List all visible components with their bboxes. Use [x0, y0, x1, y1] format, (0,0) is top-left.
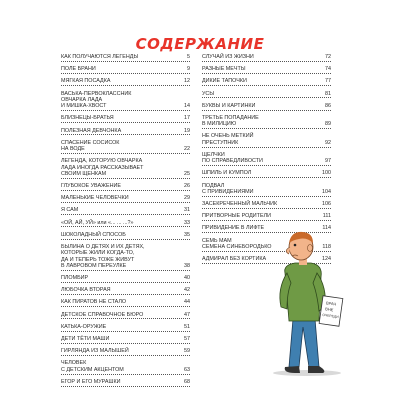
trousers — [289, 319, 319, 367]
toc-entry-title — [61, 348, 190, 354]
toc-entry-title-line: «ОЙ, АЙ, УЙ» или «... ... ...?» — [61, 219, 134, 226]
toc-entry-title-line: ПРИТВОРНЫЕ РОДИТЕЛИ — [202, 213, 271, 220]
toc-entry-title-line: ПОДВАЛ — [202, 182, 225, 189]
toc-entry-title-line: БУКВЫ И КАРТИНКИ — [202, 102, 256, 109]
contents-column-left — [61, 54, 190, 391]
toc-entry-title — [61, 232, 190, 238]
toc-entry — [202, 66, 331, 74]
toc-entry-title-line: СЕМЬ МАМ — [202, 237, 232, 244]
man-illustration — [255, 227, 355, 377]
toc-entry — [61, 78, 190, 86]
toc-entry-page: 81 — [325, 90, 331, 97]
toc-entry-page: 14 — [184, 103, 190, 110]
toc-entry-page: 74 — [325, 66, 331, 73]
toc-entry-page: 106 — [322, 201, 331, 208]
toc-entry — [202, 103, 331, 111]
toc-entry — [61, 158, 190, 178]
toc-entry-page: 114 — [322, 225, 331, 232]
toc-entry-page: 77 — [325, 78, 331, 85]
toc-entry-title-line: ПЛОМБИР — [61, 275, 89, 281]
toc-entry-title-line: ТРЕТЬЕ ПОПАДАНИЕ — [202, 114, 259, 121]
toc-entry-title-line: КАК ПОЛУЧАЮТСЯ ЛЕГЕНДЫ — [61, 54, 139, 60]
toc-entry — [202, 183, 331, 197]
toc-entry-title — [202, 103, 331, 109]
toc-entry-title — [61, 140, 190, 153]
toc-entry-title-line: СЛУЧАЙ ИЗ ЖИЗНИ — [202, 54, 254, 60]
toc-entry-title-line: ПРЕСТУПНИК — [202, 139, 239, 146]
toc-entry-title-line: С ПРИВИДЕНИЯМИ — [202, 188, 254, 195]
toc-entry-title-line: ПРИВИДЕНИЕ В ЛИФТЕ — [202, 225, 265, 232]
sign-line-3: ОЧЕРЕДИ — [322, 312, 339, 320]
toc-entry-page: 29 — [184, 195, 190, 202]
toc-entry — [202, 201, 331, 209]
toc-entry-title-line: ЛЕГЕНДА, КОТОРУЮ ОВЧАРКА — [61, 158, 143, 165]
toc-entry-page: 104 — [322, 188, 331, 195]
toc-entry — [61, 275, 190, 283]
toc-entry-page: 86 — [325, 102, 331, 109]
toc-entry-page: 42 — [184, 287, 190, 294]
toc-entry-page: 51 — [184, 323, 190, 330]
toc-entry-page: 97 — [325, 158, 331, 165]
toc-entry-title — [61, 324, 190, 330]
toc-entry — [202, 152, 331, 166]
toc-entry-title-line: Я САМ — [61, 207, 79, 214]
toc-entry — [61, 195, 190, 203]
toc-entry — [202, 213, 331, 221]
toc-entry — [202, 54, 331, 62]
toc-entry-title-line: КОТОРЫЕ ЖИЛИ КОГДА-ТО, — [61, 250, 135, 257]
toc-entry-page: 68 — [184, 378, 190, 385]
sign-line-2: ВНЕ — [324, 306, 334, 313]
toc-entry — [61, 379, 190, 387]
toc-entry-title-line: БЛИЗНЕЦЫ-БРАТЬЯ — [61, 115, 114, 122]
toc-entry-title-line: НА ВОДЕ — [61, 146, 85, 153]
toc-entry — [61, 54, 190, 62]
toc-entry-title-line: СЕМЕНА СИНЕБОРОДЬКО — [202, 243, 272, 250]
toc-entry-title — [61, 244, 190, 269]
toc-entry-title — [61, 379, 190, 385]
toc-entry-title-line: ВАСЬКА-ПЕРВОКЛАССНИК — [61, 90, 132, 97]
toc-entry — [61, 66, 190, 74]
toc-entry-title-line: КАТЬКА-ОРУЖИЕ — [61, 323, 107, 330]
toc-entry — [61, 244, 190, 271]
toc-entry — [202, 170, 331, 178]
toc-entry-title-line: МАЛЕНЬКИЕ ЧЕЛОВЕЧКИ — [61, 195, 129, 202]
toc-entry-title-line: БЫЛИНА О ДЕТЯХ И ИХ ДЕТЯХ, — [61, 243, 145, 250]
toc-entry-title — [61, 66, 190, 72]
toc-entry-page: 5 — [187, 54, 190, 60]
toc-entry-title-line: НЕ ОЧЕНЬ МЕТКИЙ — [202, 133, 254, 140]
toc-entry — [61, 312, 190, 320]
toc-entry-page: 19 — [184, 127, 190, 134]
toc-entry-title-line: ПОЛЕ БРАНИ — [61, 66, 96, 73]
toc-entry-page: 38 — [184, 262, 190, 269]
toc-entry-page: 17 — [184, 115, 190, 122]
toc-entry-title-line: С ДЕТСКИМ АКЦЕНТОМ — [61, 366, 124, 373]
toc-entry-page: 111 — [322, 213, 331, 220]
sign-card — [319, 296, 343, 327]
toc-entry-title — [202, 183, 331, 196]
toc-entry-title — [61, 312, 190, 318]
toc-entry-title — [202, 133, 331, 146]
toc-entry-title-line: ГЛУБОКОЕ УВАЖЕНИЕ — [61, 182, 121, 189]
toc-entry-title — [61, 115, 190, 121]
toc-entry-title-line: ПО СПРАВЕДЛИВОСТИ — [202, 158, 263, 165]
nose — [286, 247, 290, 254]
toc-entry-title — [202, 54, 331, 60]
toc-entry-title-line: И МИШКА-ХВОСТ — [61, 103, 107, 110]
toc-entry — [61, 299, 190, 307]
toc-entry — [61, 360, 190, 374]
toc-entry-title-line: СПАСЕНИЕ СОСИСОК — [61, 139, 120, 146]
toc-entry-title-line: ШОКОЛАДНЫЙ СПОСОБ — [61, 231, 126, 238]
toc-entry — [61, 232, 190, 240]
toc-entry-page: 12 — [184, 78, 190, 85]
toc-entry-title — [61, 91, 190, 110]
toc-entry-title-line: ДЕТИ ТЁТИ МАШИ — [61, 335, 110, 342]
toc-entry-title — [202, 170, 331, 176]
toc-entry-title — [61, 287, 190, 293]
toc-entry-title-line: ЛЮБОЧКА ВТОРАЯ — [61, 287, 111, 294]
toc-entry-title — [61, 207, 190, 213]
toc-entry — [61, 140, 190, 154]
toc-entry-page: 22 — [184, 146, 190, 153]
right-shoe — [308, 366, 324, 373]
toc-entry-title — [202, 115, 331, 128]
toc-entry — [61, 220, 190, 228]
toc-entry-page: 9 — [187, 66, 190, 73]
toc-entry-title-line: ДИКИЕ ТАПОЧКИ — [202, 78, 247, 85]
toc-entry-title — [61, 78, 190, 84]
toc-entry-title — [61, 360, 190, 373]
toc-entry — [61, 287, 190, 295]
toc-entry-title-line: ШПИЛЬ И КУМПОЛ — [202, 170, 252, 177]
toc-entry-title-line: ПОЛЕЗНАЯ ДЕВЧОНКА — [61, 127, 122, 134]
toc-entry-page: 72 — [325, 54, 331, 60]
toc-entry-title-line: ЗАСЕКРЕЧЕННЫЙ МАЛЬЧИК — [202, 201, 278, 208]
toc-entry — [61, 348, 190, 356]
toc-entry-title-line: ЕГОР И ЕГО МУРАШКИ — [61, 378, 121, 385]
toc-entry-page: 57 — [184, 335, 190, 342]
shadow — [273, 370, 341, 376]
toc-entry-page: 40 — [184, 275, 190, 281]
toc-entry — [61, 128, 190, 136]
toc-entry-title-line: МЯГКАЯ ПОСАДКА — [61, 78, 111, 85]
toc-entry-title-line: ЩЕЛЧКИ — [202, 151, 225, 158]
toc-entry-page: 44 — [184, 299, 190, 306]
toc-entry — [202, 78, 331, 86]
toc-entry-title-line: ЛАДА ИНОГДА РАССКАЗЫВАЕТ — [61, 164, 144, 171]
eye — [294, 244, 297, 247]
toc-entry-title — [61, 128, 190, 134]
toc-entry-page: 26 — [184, 182, 190, 189]
toc-entry-title — [61, 220, 190, 226]
sign-line-1: ВРАЧ — [325, 300, 337, 307]
toc-entry-page: 59 — [184, 348, 190, 355]
toc-entry-title-line: ДЕТСКОЕ СПРАВОЧНОЕ БЮРО — [61, 311, 144, 318]
toc-entry-title — [61, 275, 190, 281]
toc-entry — [202, 133, 331, 147]
toc-entry-page: 89 — [325, 121, 331, 128]
toc-entry-page: 63 — [184, 366, 190, 373]
toc-entry-title — [202, 152, 331, 165]
toc-entry-title — [61, 336, 190, 342]
toc-entry-title — [61, 299, 190, 305]
toc-entry — [61, 115, 190, 123]
toc-entry-title — [61, 183, 190, 189]
toc-entry-title-line: ДА И ТЕПЕРЬ ТОЖЕ ЖИВУТ — [61, 256, 135, 263]
toc-entry — [61, 324, 190, 332]
toc-entry-page: 92 — [325, 139, 331, 146]
toc-entry-title-line: ГИРЛЯНДА ИЗ МАЛЫШЕЙ — [61, 348, 129, 355]
toc-entry-page: 100 — [322, 170, 331, 177]
toc-entry-title — [202, 213, 331, 219]
toc-entry-title — [61, 54, 190, 60]
toc-entry-title-line: УСЫ — [202, 90, 215, 97]
toc-entry-title-line: В МИЛИЦИЮ — [202, 121, 237, 128]
toc-entry-title-line: РАЗНЫЕ МЕЧТЫ — [202, 66, 246, 73]
toc-entry-page: 124 — [322, 256, 331, 263]
toc-entry-title — [202, 78, 331, 84]
toc-entry-title-line: ЧЕЛОВЕК — [61, 360, 87, 367]
toc-entry-title-line: ОВЧАРКА ЛАДА — [61, 96, 103, 103]
toc-entry-title — [202, 201, 331, 207]
toc-entry — [61, 91, 190, 111]
ear — [308, 245, 313, 252]
toc-entry — [202, 91, 331, 99]
toc-entry-page: 35 — [184, 231, 190, 238]
toc-entry — [202, 115, 331, 129]
toc-entry-page: 118 — [322, 243, 331, 250]
toc-entry — [61, 207, 190, 215]
toc-entry-page: 31 — [184, 207, 190, 214]
toc-entry — [61, 336, 190, 344]
toc-entry-page: 47 — [184, 311, 190, 318]
toc-entry-title — [202, 66, 331, 72]
toc-entry-title-line: В ЛАВРОВОМ ПЕРЕУЛКЕ — [61, 262, 127, 269]
toc-entry-page: 25 — [184, 170, 190, 177]
toc-entry-title-line: АДМИРАЛ БЕЗ КОРТИКА — [202, 256, 267, 263]
toc-entry-title-line: СВОИМ ЩЕНКАМ — [61, 170, 107, 177]
toc-entry-title — [202, 91, 331, 97]
toc-entry — [61, 183, 190, 191]
toc-entry-page: 33 — [184, 219, 190, 226]
toc-entry-title — [61, 195, 190, 201]
toc-entry-title-line: КАК ПИРАТОВ НЕ СТАЛО — [61, 299, 127, 306]
contents-title: СОДЕРЖАНИЕ — [135, 35, 265, 53]
toc-entry-title — [61, 158, 190, 177]
